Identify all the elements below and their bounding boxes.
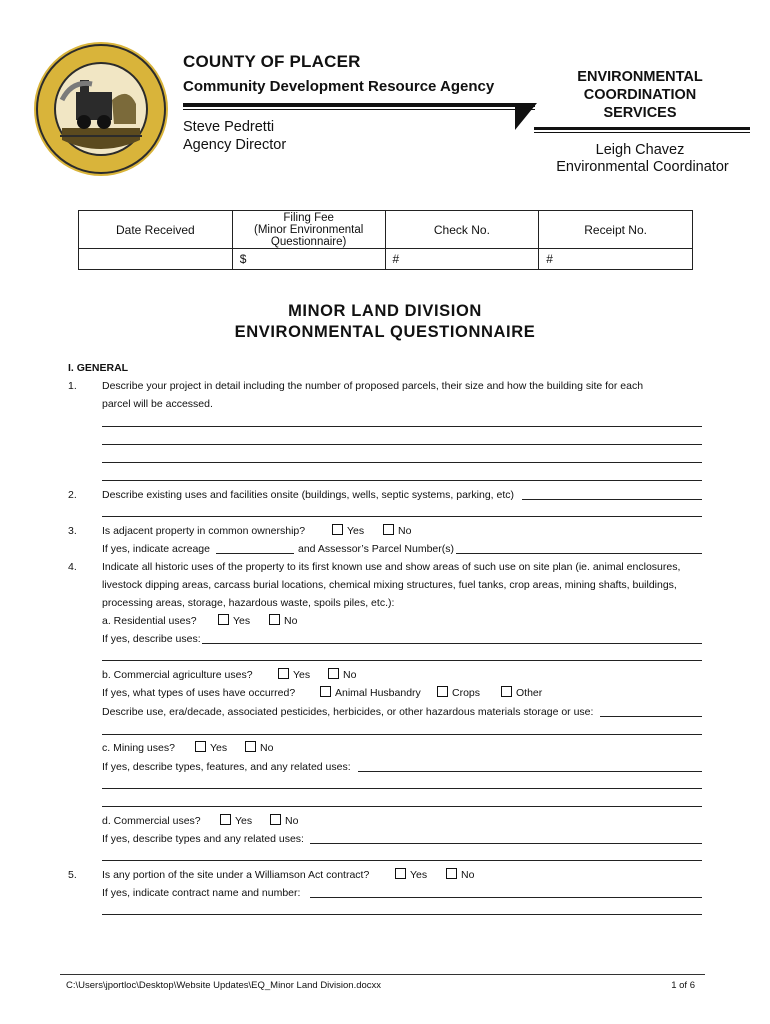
q4a-followup: If yes, describe uses: <box>102 633 201 645</box>
checkbox[interactable] <box>270 814 281 825</box>
q3-no-option[interactable] <box>383 524 411 538</box>
question-4-text-cont: processing areas, storage, hazardous waste, spoils piles, etc.): <box>102 597 395 609</box>
q4b-followup: If yes, what types of uses have occurred? <box>102 687 296 699</box>
option-label: No <box>343 669 357 681</box>
q4c-yes-option[interactable] <box>195 741 227 755</box>
director-title: Agency Director <box>183 137 287 153</box>
header-rule-right-thin <box>534 132 750 133</box>
answer-line[interactable] <box>102 806 702 807</box>
answer-line[interactable] <box>310 897 702 898</box>
option-label: Yes <box>347 525 365 537</box>
checkbox[interactable] <box>269 614 280 625</box>
header-rule <box>183 103 535 107</box>
answer-line[interactable] <box>310 843 702 844</box>
checkbox[interactable] <box>446 868 457 879</box>
answer-line[interactable] <box>102 860 702 861</box>
q4d-yes-option[interactable] <box>220 814 252 828</box>
checkbox[interactable] <box>383 524 394 535</box>
question-1-text-cont: parcel will be accessed. <box>102 398 213 410</box>
q4c-no-option[interactable] <box>245 741 273 755</box>
checkbox[interactable] <box>220 814 231 825</box>
q4b-other-option[interactable] <box>501 686 542 700</box>
question-1-text: Describe your project in detail including the number of proposed parcels, their size and how the building site for each <box>102 380 644 392</box>
checkbox[interactable] <box>328 668 339 679</box>
header-date-received: Date Received <box>79 211 233 249</box>
option-label: No <box>461 869 475 881</box>
agency-name: Community Development Resource Agency <box>183 78 495 95</box>
question-4-text: Indicate all historic uses of the property to its first known use and show areas of such use on site plan (ie. animal enclosures, <box>102 561 681 573</box>
answer-line[interactable] <box>358 771 702 772</box>
q3-acreage-label: If yes, indicate acreage <box>102 543 210 555</box>
question-2-text: Describe existing uses and facilities onsite (buildings, wells, septic systems, parking, etc) <box>102 489 515 501</box>
q4b-animal-husbandry-option[interactable] <box>320 686 421 700</box>
q4d-no-option[interactable] <box>270 814 298 828</box>
answer-line[interactable] <box>202 643 702 644</box>
option-label: Yes <box>233 615 251 627</box>
acreage-field[interactable] <box>216 553 294 554</box>
q3-apn-label: and Assessor’s Parcel Number(s) <box>298 543 455 555</box>
answer-line[interactable] <box>102 914 702 915</box>
answer-line[interactable] <box>600 716 702 717</box>
coordinator-title: Environmental Coordinator <box>556 159 729 175</box>
checkbox[interactable] <box>195 741 206 752</box>
department-name <box>540 68 740 122</box>
header-filing-fee <box>232 211 385 249</box>
question-5-text: Is any portion of the site under a Williamson Act contract? <box>102 869 370 881</box>
question-number: 3. <box>68 525 77 537</box>
q4a-text: a. Residential uses? <box>102 615 197 627</box>
q5-followup: If yes, indicate contract name and number: <box>102 887 301 899</box>
department-line: ENVIRONMENTAL <box>577 69 703 85</box>
checkbox[interactable] <box>245 741 256 752</box>
checkbox[interactable] <box>320 686 331 697</box>
question-number: 2. <box>68 489 77 501</box>
county-title: COUNTY OF PLACER <box>183 52 361 71</box>
filing-fee-table <box>78 210 693 270</box>
q4b-crops-option[interactable] <box>437 686 480 700</box>
q4a-yes-option[interactable] <box>218 614 250 628</box>
q4c-followup: If yes, describe types, features, and any related uses: <box>102 761 351 773</box>
document-title: MINOR LAND DIVISION <box>288 302 482 320</box>
coordinator-name: Leigh Chavez <box>595 142 685 158</box>
checkbox[interactable] <box>278 668 289 679</box>
option-label: Yes <box>210 742 228 754</box>
apn-field[interactable] <box>456 553 702 554</box>
q4b-yes-option[interactable] <box>278 668 310 682</box>
checkbox[interactable] <box>395 868 406 879</box>
header-rule-right <box>534 127 750 130</box>
q4b-describe: Describe use, era/decade, associated pesticides, herbicides, or other hazardous materials storage or use: <box>102 706 594 718</box>
q4c-text: c. Mining uses? <box>102 742 175 754</box>
filing-fee-label: Questionnaire) <box>270 235 347 248</box>
answer-line[interactable] <box>102 788 702 789</box>
answer-line[interactable] <box>102 444 702 445</box>
header-rule-thin <box>183 109 535 110</box>
filing-fee-label: (Minor Environmental <box>253 223 364 236</box>
header-check-no: Check No. <box>385 211 539 249</box>
checkbox[interactable] <box>501 686 512 697</box>
q4b-no-option[interactable] <box>328 668 356 682</box>
header-rule-notch <box>515 103 537 130</box>
question-4-text-cont: livestock dipping areas, carcass burial locations, chemical mixing structures, fuel tanks, crop areas, mining shafts, buildings, <box>102 579 677 591</box>
q5-no-option[interactable] <box>446 868 474 882</box>
header-receipt-no: Receipt No. <box>539 211 693 249</box>
checkbox[interactable] <box>437 686 448 697</box>
checkbox[interactable] <box>332 524 343 535</box>
q4d-followup: If yes, describe types and any related uses: <box>102 833 304 845</box>
question-3-text: Is adjacent property in common ownership? <box>102 525 306 537</box>
question-number: 5. <box>68 869 77 881</box>
department-line: SERVICES <box>603 105 677 121</box>
q4d-text: d. Commercial uses? <box>102 815 201 827</box>
section-heading: I. GENERAL <box>68 362 129 374</box>
option-label: No <box>260 742 274 754</box>
receipt-no-field[interactable]: # <box>539 249 693 270</box>
option-label: Yes <box>410 869 428 881</box>
footer-rule <box>60 974 705 975</box>
answer-line[interactable] <box>102 660 702 661</box>
q5-yes-option[interactable] <box>395 868 427 882</box>
department-line: COORDINATION <box>583 87 697 103</box>
answer-line[interactable] <box>102 426 702 427</box>
county-seal-icon <box>32 40 170 178</box>
answer-line[interactable] <box>102 480 702 481</box>
option-label: No <box>398 525 412 537</box>
answer-line[interactable] <box>102 462 702 463</box>
option-label: No <box>285 815 299 827</box>
answer-line[interactable] <box>102 516 702 517</box>
question-number: 1. <box>68 380 77 392</box>
option-label: Crops <box>452 687 481 699</box>
director-name: Steve Pedretti <box>183 119 275 135</box>
option-label: Animal Husbandry <box>335 687 421 699</box>
check-no-field[interactable]: # <box>385 249 539 270</box>
date-received-field[interactable] <box>79 249 233 270</box>
filing-fee-label: Filing Fee <box>283 211 334 224</box>
answer-line[interactable] <box>102 734 702 735</box>
option-label: Other <box>516 687 543 699</box>
q4b-text: b. Commercial agriculture uses? <box>102 669 253 681</box>
option-label: Yes <box>293 669 311 681</box>
document-subtitle: ENVIRONMENTAL QUESTIONNAIRE <box>234 323 536 341</box>
page-number: 1 of 6 <box>671 980 695 991</box>
footer-file-path: C:\Users\jportloc\Desktop\Website Updates\EQ_Minor Land Division.docxx <box>66 980 382 991</box>
q3-yes-option[interactable] <box>332 524 364 538</box>
q4a-no-option[interactable] <box>269 614 297 628</box>
option-label: Yes <box>235 815 253 827</box>
option-label: No <box>284 615 298 627</box>
question-number: 4. <box>68 561 77 573</box>
filing-fee-field[interactable]: $ <box>232 249 385 270</box>
answer-line[interactable] <box>522 499 702 500</box>
checkbox[interactable] <box>218 614 229 625</box>
